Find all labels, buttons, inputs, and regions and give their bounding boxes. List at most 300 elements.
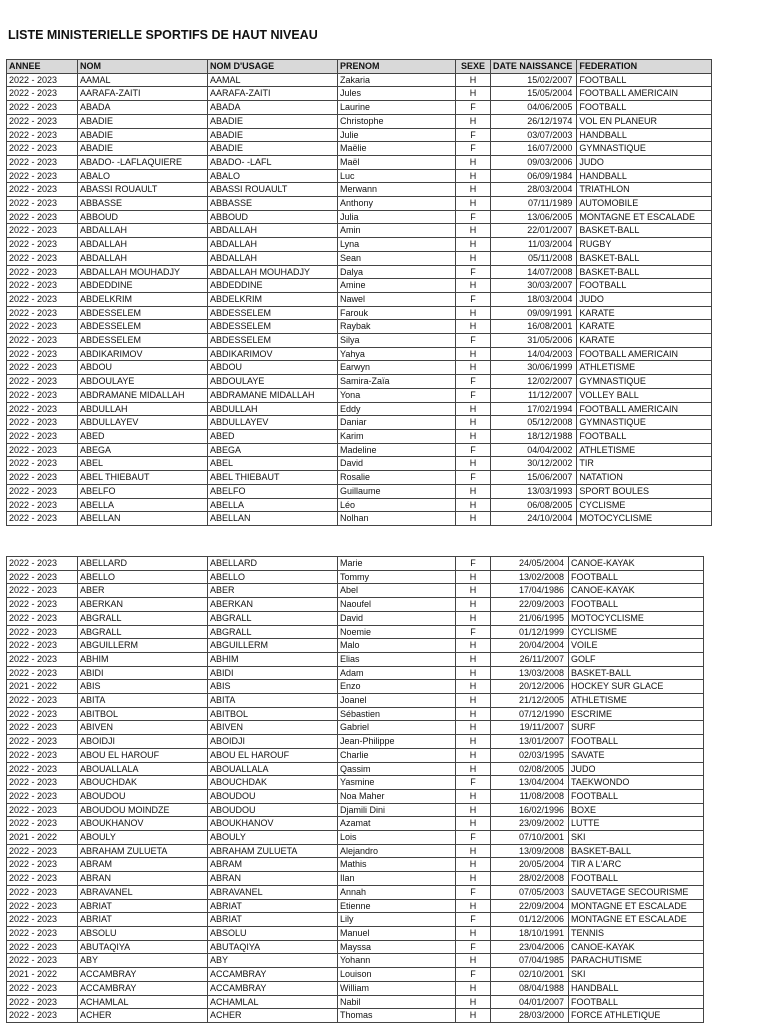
table-row	[7, 762, 704, 776]
cell-date-naissance: 01/12/1999	[491, 625, 569, 639]
cell-prenom: Marie	[338, 557, 456, 571]
cell-nom-usage: ABDESSELEM	[208, 320, 338, 334]
cell-annee: 2022 - 2023	[7, 402, 78, 416]
cell-annee: 2022 - 2023	[7, 457, 78, 471]
cell-date-naissance: 06/09/1984	[491, 169, 577, 183]
cell-federation: JUDO	[577, 292, 712, 306]
col-header-date-naissance: DATE NAISSANCE	[491, 60, 577, 74]
cell-annee: 2022 - 2023	[7, 375, 78, 389]
cell-nom-usage: ABDULLAH	[208, 402, 338, 416]
cell-federation: BASKET-BALL	[577, 251, 712, 265]
cell-nom: ABHIM	[78, 652, 208, 666]
cell-sexe: H	[456, 789, 491, 803]
table-row	[7, 128, 712, 142]
table-row	[7, 169, 712, 183]
cell-prenom: Abel	[338, 584, 456, 598]
cell-date-naissance: 31/05/2006	[491, 334, 577, 348]
cell-sexe: H	[456, 251, 491, 265]
cell-annee: 2022 - 2023	[7, 292, 78, 306]
cell-nom-usage: ABELLARD	[208, 557, 338, 571]
cell-date-naissance: 15/05/2004	[491, 87, 577, 101]
cell-nom-usage: ABDELKRIM	[208, 292, 338, 306]
table-row	[7, 652, 704, 666]
cell-annee: 2022 - 2023	[7, 721, 78, 735]
cell-prenom: Anthony	[338, 197, 456, 211]
cell-date-naissance: 09/03/2006	[491, 155, 577, 169]
cell-annee: 2022 - 2023	[7, 416, 78, 430]
cell-federation: HANDBALL	[577, 128, 712, 142]
table-row	[7, 87, 712, 101]
table-row	[7, 789, 704, 803]
cell-nom-usage: ABRAVANEL	[208, 885, 338, 899]
cell-sexe: H	[456, 498, 491, 512]
cell-nom: ABDIKARIMOV	[78, 347, 208, 361]
cell-annee: 2022 - 2023	[7, 639, 78, 653]
cell-annee: 2022 - 2023	[7, 776, 78, 790]
cell-sexe: H	[456, 512, 491, 526]
cell-sexe: F	[456, 885, 491, 899]
cell-prenom: Ilan	[338, 872, 456, 886]
cell-federation: GYMNASTIQUE	[577, 142, 712, 156]
cell-nom-usage: ABDALLAH	[208, 224, 338, 238]
cell-annee: 2022 - 2023	[7, 306, 78, 320]
table-row	[7, 1009, 704, 1023]
cell-prenom: Yahya	[338, 347, 456, 361]
table-row	[7, 429, 712, 443]
cell-sexe: H	[456, 721, 491, 735]
cell-nom: ABIVEN	[78, 721, 208, 735]
cell-date-naissance: 02/03/1995	[491, 748, 569, 762]
cell-prenom: Raybak	[338, 320, 456, 334]
cell-nom-usage: ABRAM	[208, 858, 338, 872]
cell-date-naissance: 06/08/2005	[491, 498, 577, 512]
cell-nom: ABRAN	[78, 872, 208, 886]
cell-annee: 2021 - 2022	[7, 968, 78, 982]
cell-annee: 2022 - 2023	[7, 885, 78, 899]
cell-prenom: Louison	[338, 968, 456, 982]
cell-sexe: H	[456, 707, 491, 721]
cell-prenom: Jules	[338, 87, 456, 101]
table-row	[7, 680, 704, 694]
cell-annee: 2022 - 2023	[7, 224, 78, 238]
cell-date-naissance: 07/11/1989	[491, 197, 577, 211]
athletes-table-2	[6, 556, 704, 1023]
cell-nom: ABDALLAH	[78, 251, 208, 265]
col-header-federation: FEDERATION	[577, 60, 712, 74]
cell-date-naissance: 13/03/1993	[491, 484, 577, 498]
cell-sexe: F	[456, 443, 491, 457]
cell-prenom: Noa Maher	[338, 789, 456, 803]
cell-prenom: Manuel	[338, 926, 456, 940]
cell-nom: ACHAMLAL	[78, 995, 208, 1009]
cell-annee: 2022 - 2023	[7, 666, 78, 680]
table-row	[7, 831, 704, 845]
cell-nom: AARAFA-ZAITI	[78, 87, 208, 101]
cell-nom-usage: ACCAMBRAY	[208, 968, 338, 982]
cell-prenom: Lily	[338, 913, 456, 927]
cell-date-naissance: 11/12/2007	[491, 388, 577, 402]
cell-nom-usage: ABRIAT	[208, 913, 338, 927]
cell-sexe: H	[456, 735, 491, 749]
cell-federation: SKI	[569, 831, 704, 845]
cell-sexe: H	[456, 611, 491, 625]
cell-nom: ABER	[78, 584, 208, 598]
cell-annee: 2022 - 2023	[7, 858, 78, 872]
cell-date-naissance: 20/12/2006	[491, 680, 569, 694]
cell-nom-usage: ABADIE	[208, 142, 338, 156]
cell-sexe: H	[456, 183, 491, 197]
cell-annee: 2022 - 2023	[7, 844, 78, 858]
cell-sexe: H	[456, 803, 491, 817]
cell-prenom: Nabil	[338, 995, 456, 1009]
cell-annee: 2022 - 2023	[7, 251, 78, 265]
table-row	[7, 735, 704, 749]
cell-prenom: Elias	[338, 652, 456, 666]
cell-date-naissance: 09/09/1991	[491, 306, 577, 320]
cell-annee: 2022 - 2023	[7, 101, 78, 115]
cell-sexe: H	[456, 858, 491, 872]
cell-sexe: F	[456, 210, 491, 224]
cell-sexe: F	[456, 940, 491, 954]
cell-federation: AUTOMOBILE	[577, 197, 712, 211]
cell-sexe: H	[456, 361, 491, 375]
cell-nom-usage: ABGUILLERM	[208, 639, 338, 653]
cell-nom: ABDESSELEM	[78, 306, 208, 320]
cell-sexe: F	[456, 471, 491, 485]
cell-federation: FORCE ATHLETIQUE	[569, 1009, 704, 1023]
cell-annee: 2022 - 2023	[7, 762, 78, 776]
cell-prenom: David	[338, 611, 456, 625]
cell-sexe: H	[456, 416, 491, 430]
cell-nom: ABOIDJI	[78, 735, 208, 749]
cell-prenom: Silya	[338, 334, 456, 348]
cell-nom: ABOULY	[78, 831, 208, 845]
cell-nom: ABGRALL	[78, 611, 208, 625]
cell-nom-usage: ABITBOL	[208, 707, 338, 721]
cell-federation: HANDBALL	[577, 169, 712, 183]
table-row	[7, 292, 712, 306]
cell-federation: VOL EN PLANEUR	[577, 114, 712, 128]
cell-sexe: H	[456, 155, 491, 169]
cell-nom: ABOUCHDAK	[78, 776, 208, 790]
cell-annee: 2022 - 2023	[7, 320, 78, 334]
cell-federation: LUTTE	[569, 817, 704, 831]
table-row	[7, 940, 704, 954]
cell-nom: ABDULLAH	[78, 402, 208, 416]
table-row	[7, 817, 704, 831]
cell-nom: AAMAL	[78, 73, 208, 87]
cell-nom-usage: ABEL THIEBAUT	[208, 471, 338, 485]
cell-annee: 2022 - 2023	[7, 73, 78, 87]
cell-prenom: David	[338, 457, 456, 471]
col-header-annee: ANNEE	[7, 60, 78, 74]
table-row	[7, 361, 712, 375]
cell-nom: ABDALLAH MOUHADJY	[78, 265, 208, 279]
cell-federation: HOCKEY SUR GLACE	[569, 680, 704, 694]
cell-date-naissance: 02/10/2001	[491, 968, 569, 982]
cell-annee: 2022 - 2023	[7, 803, 78, 817]
cell-federation: MONTAGNE ET ESCALADE	[569, 899, 704, 913]
cell-prenom: Joanel	[338, 694, 456, 708]
table-row	[7, 512, 712, 526]
cell-nom: ABADIE	[78, 142, 208, 156]
cell-sexe: H	[456, 954, 491, 968]
cell-nom-usage: ABDESSELEM	[208, 334, 338, 348]
cell-annee: 2022 - 2023	[7, 625, 78, 639]
col-header-prenom: PRENOM	[338, 60, 456, 74]
cell-federation: MOTOCYCLISME	[577, 512, 712, 526]
cell-nom: ABUTAQIYA	[78, 940, 208, 954]
cell-nom-usage: ABGRALL	[208, 611, 338, 625]
cell-nom: ABOU EL HAROUF	[78, 748, 208, 762]
cell-sexe: H	[456, 73, 491, 87]
cell-date-naissance: 13/01/2007	[491, 735, 569, 749]
cell-date-naissance: 17/02/1994	[491, 402, 577, 416]
cell-sexe: H	[456, 238, 491, 252]
cell-prenom: William	[338, 981, 456, 995]
cell-date-naissance: 15/06/2007	[491, 471, 577, 485]
cell-nom-usage: ABED	[208, 429, 338, 443]
cell-nom-usage: ABIVEN	[208, 721, 338, 735]
cell-federation: CANOE-KAYAK	[569, 557, 704, 571]
cell-annee: 2022 - 2023	[7, 443, 78, 457]
cell-nom-usage: ABOUKHANOV	[208, 817, 338, 831]
cell-date-naissance: 13/09/2008	[491, 844, 569, 858]
cell-nom-usage: ABRAN	[208, 872, 338, 886]
cell-annee: 2022 - 2023	[7, 707, 78, 721]
cell-federation: FOOTBALL	[569, 995, 704, 1009]
cell-federation: TIR	[577, 457, 712, 471]
cell-annee: 2022 - 2023	[7, 611, 78, 625]
table-row	[7, 334, 712, 348]
cell-nom: ABOUALLALA	[78, 762, 208, 776]
cell-nom: ABDEDDINE	[78, 279, 208, 293]
table-row	[7, 375, 712, 389]
cell-nom: ABADIE	[78, 114, 208, 128]
cell-prenom: Dalya	[338, 265, 456, 279]
cell-prenom: Noemie	[338, 625, 456, 639]
cell-annee: 2021 - 2022	[7, 831, 78, 845]
table-row	[7, 611, 704, 625]
cell-prenom: Farouk	[338, 306, 456, 320]
cell-federation: FOOTBALL	[569, 789, 704, 803]
table-row	[7, 844, 704, 858]
cell-annee: 2022 - 2023	[7, 926, 78, 940]
cell-prenom: Etienne	[338, 899, 456, 913]
cell-nom-usage: ABALO	[208, 169, 338, 183]
cell-nom-usage: ABELLA	[208, 498, 338, 512]
table-row	[7, 885, 704, 899]
cell-federation: ATHLETISME	[569, 694, 704, 708]
cell-federation: PARACHUTISME	[569, 954, 704, 968]
cell-date-naissance: 18/10/1991	[491, 926, 569, 940]
cell-annee: 2022 - 2023	[7, 817, 78, 831]
cell-sexe: H	[456, 694, 491, 708]
cell-date-naissance: 05/11/2008	[491, 251, 577, 265]
cell-federation: BASKET-BALL	[569, 666, 704, 680]
cell-federation: MONTAGNE ET ESCALADE	[569, 913, 704, 927]
cell-date-naissance: 28/02/2008	[491, 872, 569, 886]
cell-federation: CANOE-KAYAK	[569, 940, 704, 954]
cell-prenom: Naoufel	[338, 598, 456, 612]
cell-sexe: F	[456, 292, 491, 306]
cell-federation: GOLF	[569, 652, 704, 666]
cell-nom-usage: ACHER	[208, 1009, 338, 1023]
table-row	[7, 457, 712, 471]
cell-nom-usage: ABOUDOU	[208, 803, 338, 817]
table-row	[7, 416, 712, 430]
cell-annee: 2022 - 2023	[7, 913, 78, 927]
cell-federation: JUDO	[569, 762, 704, 776]
cell-prenom: Enzo	[338, 680, 456, 694]
cell-prenom: Guillaume	[338, 484, 456, 498]
cell-nom: ABEL	[78, 457, 208, 471]
cell-prenom: Laurine	[338, 101, 456, 115]
cell-annee: 2022 - 2023	[7, 279, 78, 293]
table-row	[7, 625, 704, 639]
cell-prenom: Samira-Zaïa	[338, 375, 456, 389]
cell-nom-usage: ABDEDDINE	[208, 279, 338, 293]
cell-sexe: H	[456, 87, 491, 101]
cell-nom-usage: ABADO- -LAFL	[208, 155, 338, 169]
cell-sexe: H	[456, 844, 491, 858]
cell-annee: 2022 - 2023	[7, 981, 78, 995]
cell-date-naissance: 24/05/2004	[491, 557, 569, 571]
cell-prenom: Zakaria	[338, 73, 456, 87]
page-title: LISTE MINISTERIELLE SPORTIFS DE HAUT NIVEAU	[8, 28, 318, 42]
cell-date-naissance: 30/03/2007	[491, 279, 577, 293]
cell-nom-usage: ABOUALLALA	[208, 762, 338, 776]
cell-sexe: F	[456, 776, 491, 790]
cell-nom: ABRAHAM ZULUETA	[78, 844, 208, 858]
cell-date-naissance: 05/12/2008	[491, 416, 577, 430]
cell-nom-usage: ABERKAN	[208, 598, 338, 612]
cell-nom-usage: ABSOLU	[208, 926, 338, 940]
cell-prenom: Amine	[338, 279, 456, 293]
cell-annee: 2022 - 2023	[7, 584, 78, 598]
cell-sexe: H	[456, 114, 491, 128]
cell-nom: ACHER	[78, 1009, 208, 1023]
cell-prenom: Eddy	[338, 402, 456, 416]
cell-nom-usage: ABDRAMANE MIDALLAH	[208, 388, 338, 402]
cell-prenom: Yasmine	[338, 776, 456, 790]
cell-date-naissance: 17/04/1986	[491, 584, 569, 598]
cell-sexe: F	[456, 334, 491, 348]
cell-nom-usage: ABRAHAM ZULUETA	[208, 844, 338, 858]
cell-nom: ABDALLAH	[78, 238, 208, 252]
cell-prenom: Nawel	[338, 292, 456, 306]
cell-prenom: Léo	[338, 498, 456, 512]
cell-annee: 2022 - 2023	[7, 87, 78, 101]
table-row	[7, 707, 704, 721]
cell-federation: GYMNASTIQUE	[577, 375, 712, 389]
table-row	[7, 926, 704, 940]
cell-sexe: H	[456, 429, 491, 443]
cell-annee: 2022 - 2023	[7, 940, 78, 954]
cell-sexe: H	[456, 872, 491, 886]
cell-sexe: H	[456, 484, 491, 498]
cell-nom-usage: ABY	[208, 954, 338, 968]
cell-date-naissance: 18/03/2004	[491, 292, 577, 306]
cell-annee: 2022 - 2023	[7, 183, 78, 197]
cell-prenom: Sean	[338, 251, 456, 265]
cell-federation: SKI	[569, 968, 704, 982]
cell-nom: ABOUDOU	[78, 789, 208, 803]
cell-nom: ABDOULAYE	[78, 375, 208, 389]
cell-sexe: H	[456, 981, 491, 995]
cell-date-naissance: 21/06/1995	[491, 611, 569, 625]
cell-prenom: Rosalie	[338, 471, 456, 485]
cell-date-naissance: 16/08/2001	[491, 320, 577, 334]
cell-date-naissance: 22/01/2007	[491, 224, 577, 238]
cell-nom: ABELLO	[78, 570, 208, 584]
cell-annee: 2022 - 2023	[7, 735, 78, 749]
cell-federation: FOOTBALL AMERICAIN	[577, 87, 712, 101]
cell-federation: BASKET-BALL	[569, 844, 704, 858]
cell-nom: ABED	[78, 429, 208, 443]
cell-annee: 2022 - 2023	[7, 197, 78, 211]
table-row	[7, 748, 704, 762]
cell-prenom: Christophe	[338, 114, 456, 128]
cell-nom-usage: ABRIAT	[208, 899, 338, 913]
cell-prenom: Alejandro	[338, 844, 456, 858]
table-row	[7, 306, 712, 320]
cell-prenom: Annah	[338, 885, 456, 899]
cell-federation: FOOTBALL	[577, 101, 712, 115]
cell-nom: ABDULLAYEV	[78, 416, 208, 430]
cell-sexe: F	[456, 101, 491, 115]
table-row	[7, 101, 712, 115]
cell-nom: ABADA	[78, 101, 208, 115]
cell-prenom: Amin	[338, 224, 456, 238]
cell-nom: ABBASSE	[78, 197, 208, 211]
cell-sexe: H	[456, 817, 491, 831]
table-row	[7, 114, 712, 128]
table-row	[7, 913, 704, 927]
cell-annee: 2022 - 2023	[7, 169, 78, 183]
table-row	[7, 265, 712, 279]
cell-nom-usage: ABDULLAYEV	[208, 416, 338, 430]
cell-date-naissance: 15/02/2007	[491, 73, 577, 87]
cell-nom: ABITBOL	[78, 707, 208, 721]
cell-date-naissance: 26/11/2007	[491, 652, 569, 666]
cell-sexe: H	[456, 762, 491, 776]
cell-nom: ABELLA	[78, 498, 208, 512]
cell-prenom: Malo	[338, 639, 456, 653]
cell-date-naissance: 07/04/1985	[491, 954, 569, 968]
cell-annee: 2022 - 2023	[7, 872, 78, 886]
cell-sexe: H	[456, 169, 491, 183]
table-row	[7, 981, 704, 995]
cell-nom-usage: ABADA	[208, 101, 338, 115]
cell-sexe: H	[456, 652, 491, 666]
cell-federation: FOOTBALL AMERICAIN	[577, 402, 712, 416]
cell-prenom: Azamat	[338, 817, 456, 831]
table-row	[7, 443, 712, 457]
cell-nom-usage: ABOIDJI	[208, 735, 338, 749]
cell-sexe: H	[456, 402, 491, 416]
cell-sexe: H	[456, 748, 491, 762]
cell-sexe: H	[456, 639, 491, 653]
cell-annee: 2022 - 2023	[7, 598, 78, 612]
table-row	[7, 666, 704, 680]
cell-date-naissance: 21/12/2005	[491, 694, 569, 708]
cell-federation: VOLLEY BALL	[577, 388, 712, 402]
cell-prenom: Yohann	[338, 954, 456, 968]
cell-nom: ABDALLAH	[78, 224, 208, 238]
cell-date-naissance: 23/09/2002	[491, 817, 569, 831]
cell-annee: 2022 - 2023	[7, 388, 78, 402]
